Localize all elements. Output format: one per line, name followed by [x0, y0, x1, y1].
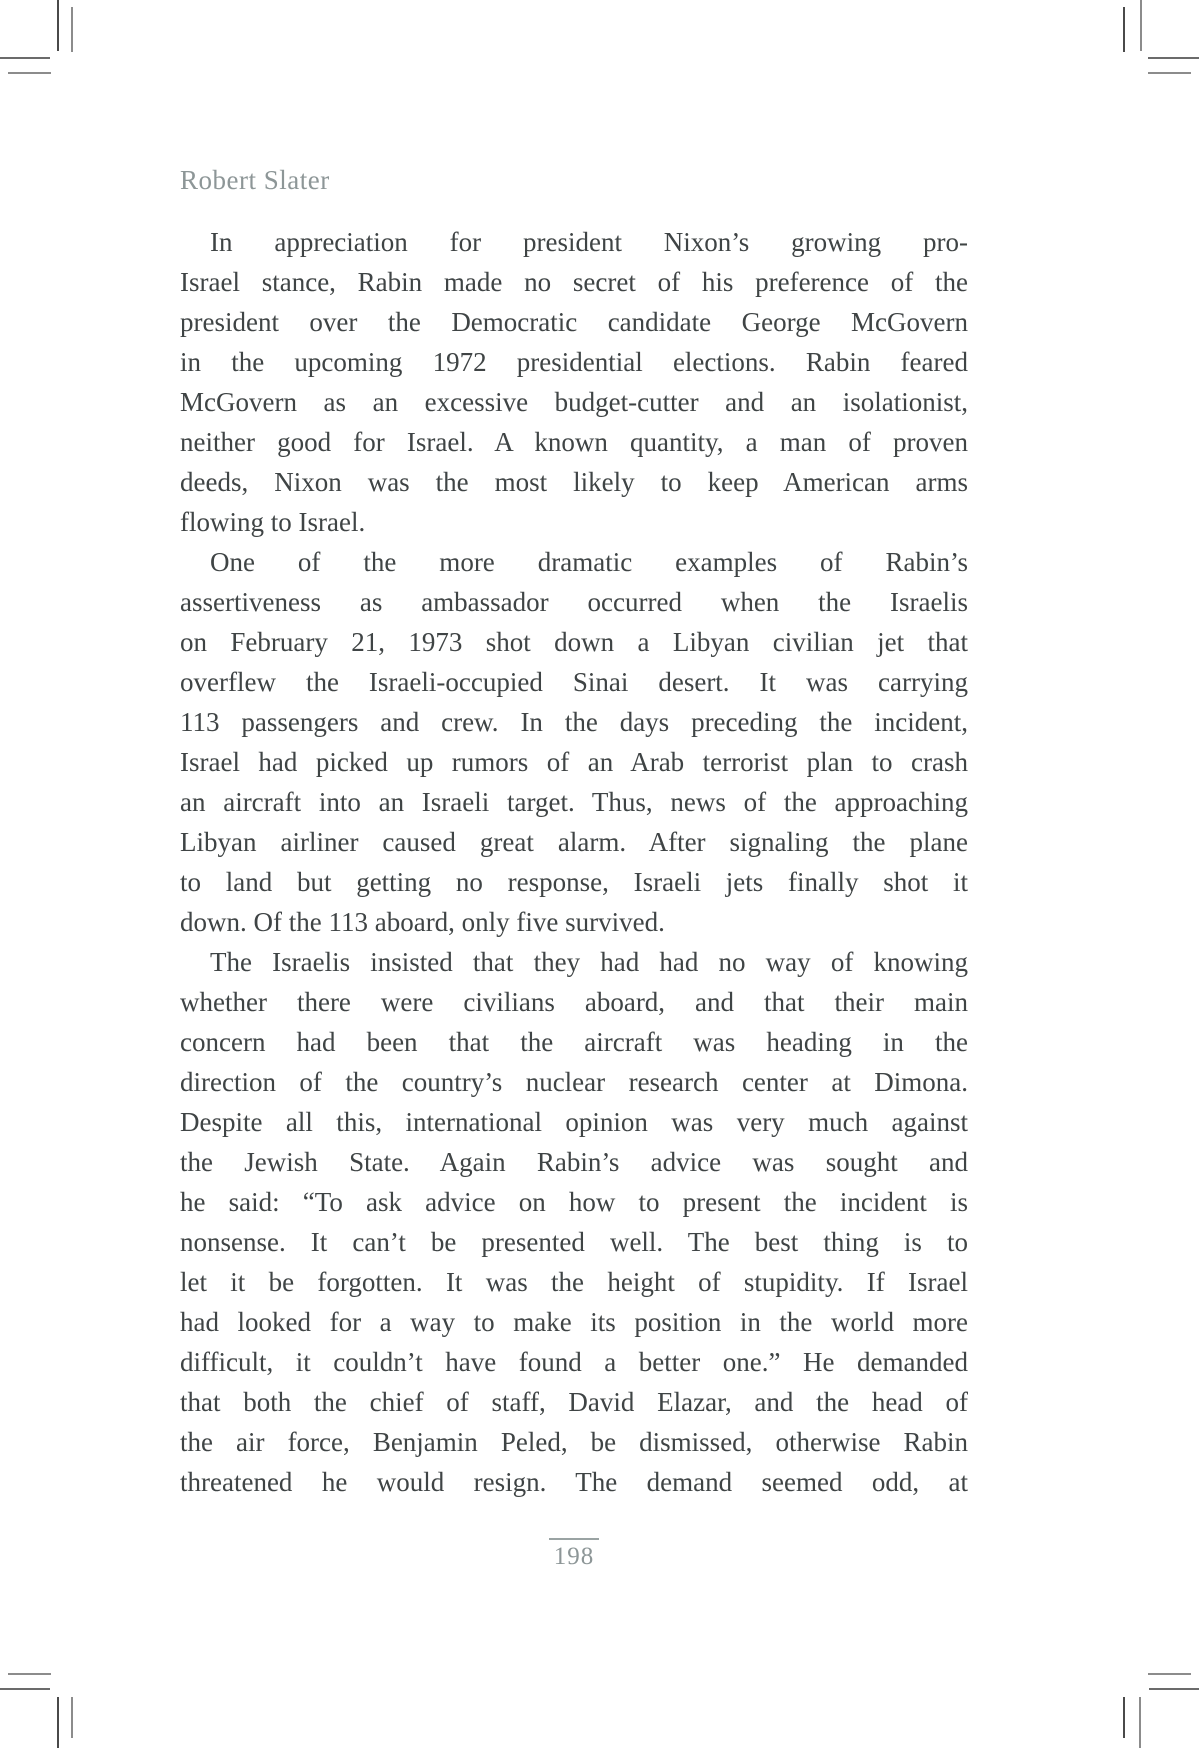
paragraph [180, 222, 968, 542]
crop-mark-bottom-right-vertical-inner [1123, 1697, 1125, 1738]
text-line: In appreciation for president Nixon’s growing pro- [210, 227, 968, 257]
text-line: let it be forgotten. It was the height of stupidity. If Israel [180, 1267, 968, 1297]
paragraph [180, 542, 968, 942]
crop-mark-top-left-horizontal-outer [0, 57, 50, 59]
text-line: nonsense. It can’t be presented well. The best thing is to [180, 1227, 968, 1257]
text-line: McGovern as an excessive budget-cutter and an isolationist, [180, 387, 968, 417]
text-line: Israel stance, Rabin made no secret of his preference of the [180, 267, 968, 297]
text-line: in the upcoming 1972 presidential elections. Rabin feared [180, 347, 968, 377]
crop-mark-bottom-right-vertical-outer [1139, 1697, 1141, 1748]
text-line: an aircraft into an Israeli target. Thus, news of the approaching [180, 787, 968, 817]
page-footer [180, 1538, 968, 1571]
page-number: 198 [553, 1543, 595, 1570]
footer-rule [549, 1538, 599, 1540]
crop-mark-top-left-vertical-outer [57, 0, 59, 51]
crop-mark-bottom-right-horizontal-inner [1148, 1673, 1191, 1675]
crop-mark-top-right-vertical-outer [1140, 0, 1142, 51]
text-line: president over the Democratic candidate George McGovern [180, 307, 968, 337]
text-line: threatened he would resign. The demand seemed odd, at [180, 1467, 968, 1497]
crop-mark-top-left-horizontal-inner [8, 72, 51, 74]
text-line: he said: “To ask advice on how to present the incident is [180, 1187, 968, 1217]
text-line: had looked for a way to make its position in the world more [180, 1307, 968, 1337]
text-line: deeds, Nixon was the most likely to keep American arms [180, 467, 968, 497]
paragraph [180, 942, 968, 1502]
text-line: that both the chief of staff, David Elazar, and the head of [180, 1387, 968, 1417]
text-line: Libyan airliner caused great alarm. After signaling the plane [180, 827, 968, 857]
text-line: whether there were civilians aboard, and that their main [180, 987, 968, 1017]
crop-mark-top-right-vertical-inner [1123, 7, 1125, 52]
crop-mark-top-left-vertical-inner [71, 7, 73, 52]
text-line: flowing to Israel. [180, 507, 366, 537]
text-line: on February 21, 1973 shot down a Libyan civilian jet that [180, 627, 968, 657]
crop-mark-bottom-left-horizontal-inner [8, 1673, 51, 1675]
text-line: concern had been that the aircraft was heading in the [180, 1027, 968, 1057]
text-line: Despite all this, international opinion was very much against [180, 1107, 968, 1137]
text-line: to land but getting no response, Israeli jets finally shot it [180, 867, 968, 897]
crop-mark-bottom-left-horizontal-outer [0, 1688, 50, 1690]
crop-mark-top-right-horizontal-outer [1148, 57, 1199, 59]
text-line: the Jewish State. Again Rabin’s advice was sought and [180, 1147, 968, 1177]
text-line: overflew the Israeli-occupied Sinai desert. It was carrying [180, 667, 968, 697]
crop-mark-top-right-horizontal-inner [1148, 72, 1191, 74]
text-line: direction of the country’s nuclear research center at Dimona. [180, 1067, 968, 1097]
text-line: 113 passengers and crew. In the days preceding the incident, [180, 707, 968, 737]
text-line: neither good for Israel. A known quantity, a man of proven [180, 427, 968, 457]
text-line: down. Of the 113 aboard, only five survived. [180, 907, 665, 937]
text-line: The Israelis insisted that they had had no way of knowing [210, 947, 968, 977]
text-line: difficult, it couldn’t have found a better one.” He demanded [180, 1347, 968, 1377]
crop-mark-bottom-left-vertical-outer [57, 1697, 59, 1748]
running-header: Robert Slater [180, 165, 330, 195]
text-line: One of the more dramatic examples of Rabin’s [210, 547, 968, 577]
text-line: assertiveness as ambassador occurred when the Israelis [180, 587, 968, 617]
text-line: Israel had picked up rumors of an Arab terrorist plan to crash [180, 747, 968, 777]
text-line: the air force, Benjamin Peled, be dismissed, otherwise Rabin [180, 1427, 968, 1457]
crop-mark-bottom-right-horizontal-outer [1149, 1688, 1199, 1690]
body-text [180, 222, 968, 1502]
crop-mark-bottom-left-vertical-inner [71, 1697, 73, 1738]
